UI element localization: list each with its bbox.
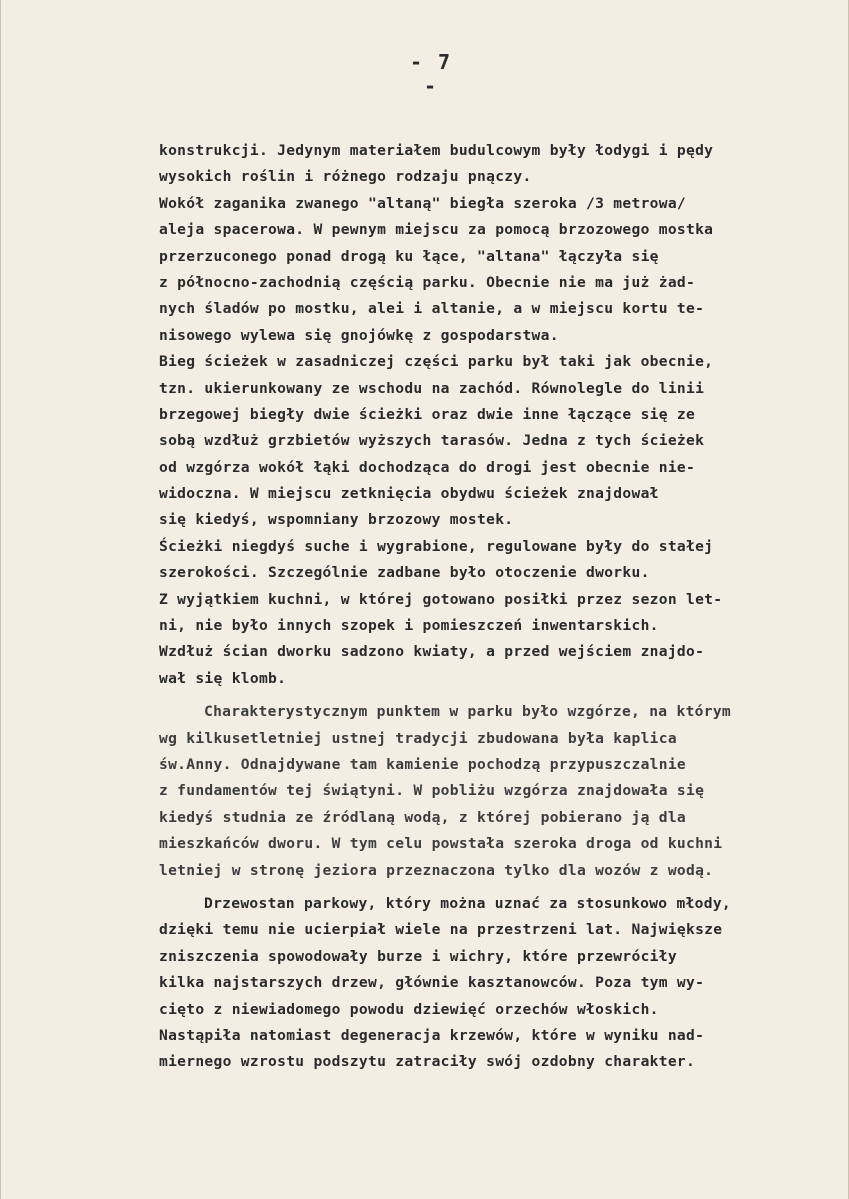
text-line: Wokół zaganika zwanego "altaną" biegła szeroka /3 metrowa/: [159, 194, 686, 212]
text-line: szerokości. Szczególnie zadbane było otoczenie dworku.: [159, 564, 650, 582]
document-body: [159, 138, 824, 1076]
text-line: cięto z niewiadomego powodu dziewięć orzechów włoskich.: [159, 1000, 659, 1018]
text-line: konstrukcji. Jedynym materiałem budulcowym były łodygi i pędy: [159, 142, 714, 159]
paragraph-spacer: [159, 692, 824, 699]
text-line: kiedyś studnia ze źródlaną wodą, z której pobierano ją dla: [159, 808, 686, 826]
text-line: z północno-zachodnią częścią parku. Obecnie nie ma już żad-: [159, 273, 696, 291]
text-line: nych śladów po mostku, alei i altanie, a w miejscu kortu te-: [159, 300, 705, 318]
text-line: św.Anny. Odnajdywane tam kamienie pochodzą przypuszczalnie: [159, 755, 686, 773]
paragraph-spacer: [159, 884, 824, 891]
text-line: Charakterystycznym punktem w parku było wzgórze, na którym: [204, 703, 731, 721]
text-line: miernego wzrostu podszytu zatraciły swój ozdobny charakter.: [159, 1053, 696, 1071]
paragraph-3: [159, 891, 824, 1076]
text-line: Z wyjątkiem kuchni, w której gotowano posiłki przez sezon let-: [159, 590, 723, 608]
text-line: widoczna. W miejscu zetknięcia obydwu ścieżek znajdował: [159, 485, 659, 503]
paragraph-1: [159, 138, 824, 692]
text-line: Bieg ścieżek w zasadniczej części parku był taki jak obecnie,: [159, 353, 714, 371]
text-line: się kiedyś, wspomniany brzozowy mostek.: [159, 511, 514, 529]
text-line: Wzdłuż ścian dworku sadzono kwiaty, a przed wejściem znajdo-: [159, 643, 705, 661]
text-line: letniej w stronę jeziora przeznaczona tylko dla wozów z wodą.: [159, 861, 714, 879]
text-line: tzn. ukierunkowany ze wschodu na zachód. Równolegle do linii: [159, 379, 705, 397]
text-line: Ścieżki niegdyś suche i wygrabione, regulowane były do stałej: [159, 537, 714, 555]
text-line: dzięki temu nie ucierpiał wiele na przestrzeni lat. Największe: [159, 921, 723, 939]
text-line: Nastąpiła natomiast degeneracja krzewów, które w wyniku nad-: [159, 1026, 705, 1044]
text-line: mieszkańców dworu. W tym celu powstała szeroka droga od kuchni: [159, 835, 723, 853]
text-line: z fundamentów tej świątyni. W pobliżu wzgórza znajdowała się: [159, 782, 705, 800]
text-line: brzegowej biegły dwie ścieżki oraz dwie inne łączące się ze: [159, 405, 696, 423]
text-line: od wzgórza wokół łąki dochodząca do drogi jest obecnie nie-: [159, 458, 696, 476]
paragraph-2: [159, 699, 824, 884]
text-line: wg kilkusetletniej ustnej tradycji zbudowana była kaplica: [159, 729, 677, 747]
text-line: nisowego wylewa się gnojówkę z gospodarstwa.: [159, 326, 559, 344]
text-line: wał się klomb.: [159, 669, 287, 687]
text-line: zniszczenia spowodowały burze i wichry, które przewróciły: [159, 947, 677, 965]
text-line: wysokich roślin i różnego rodzaju pnączy.: [159, 168, 532, 186]
text-line: ni, nie było innych szopek i pomieszczeń inwentarskich.: [159, 617, 659, 635]
text-line: sobą wzdłuż grzbietów wyższych tarasów. Jedna z tych ścieżek: [159, 432, 705, 450]
text-line: kilka najstarszych drzew, głównie kasztanowców. Poza tym wy-: [159, 974, 705, 992]
text-line: przerzuconego ponad drogą ku łące, "altana" łączyła się: [159, 247, 659, 265]
text-line: Drzewostan parkowy, który można uznać za stosunkowo młody,: [204, 894, 731, 912]
text-line: aleja spacerowa. W pewnym miejscu za pomocą brzozowego mostka: [159, 221, 714, 239]
page-number: - 7 -: [409, 50, 453, 98]
